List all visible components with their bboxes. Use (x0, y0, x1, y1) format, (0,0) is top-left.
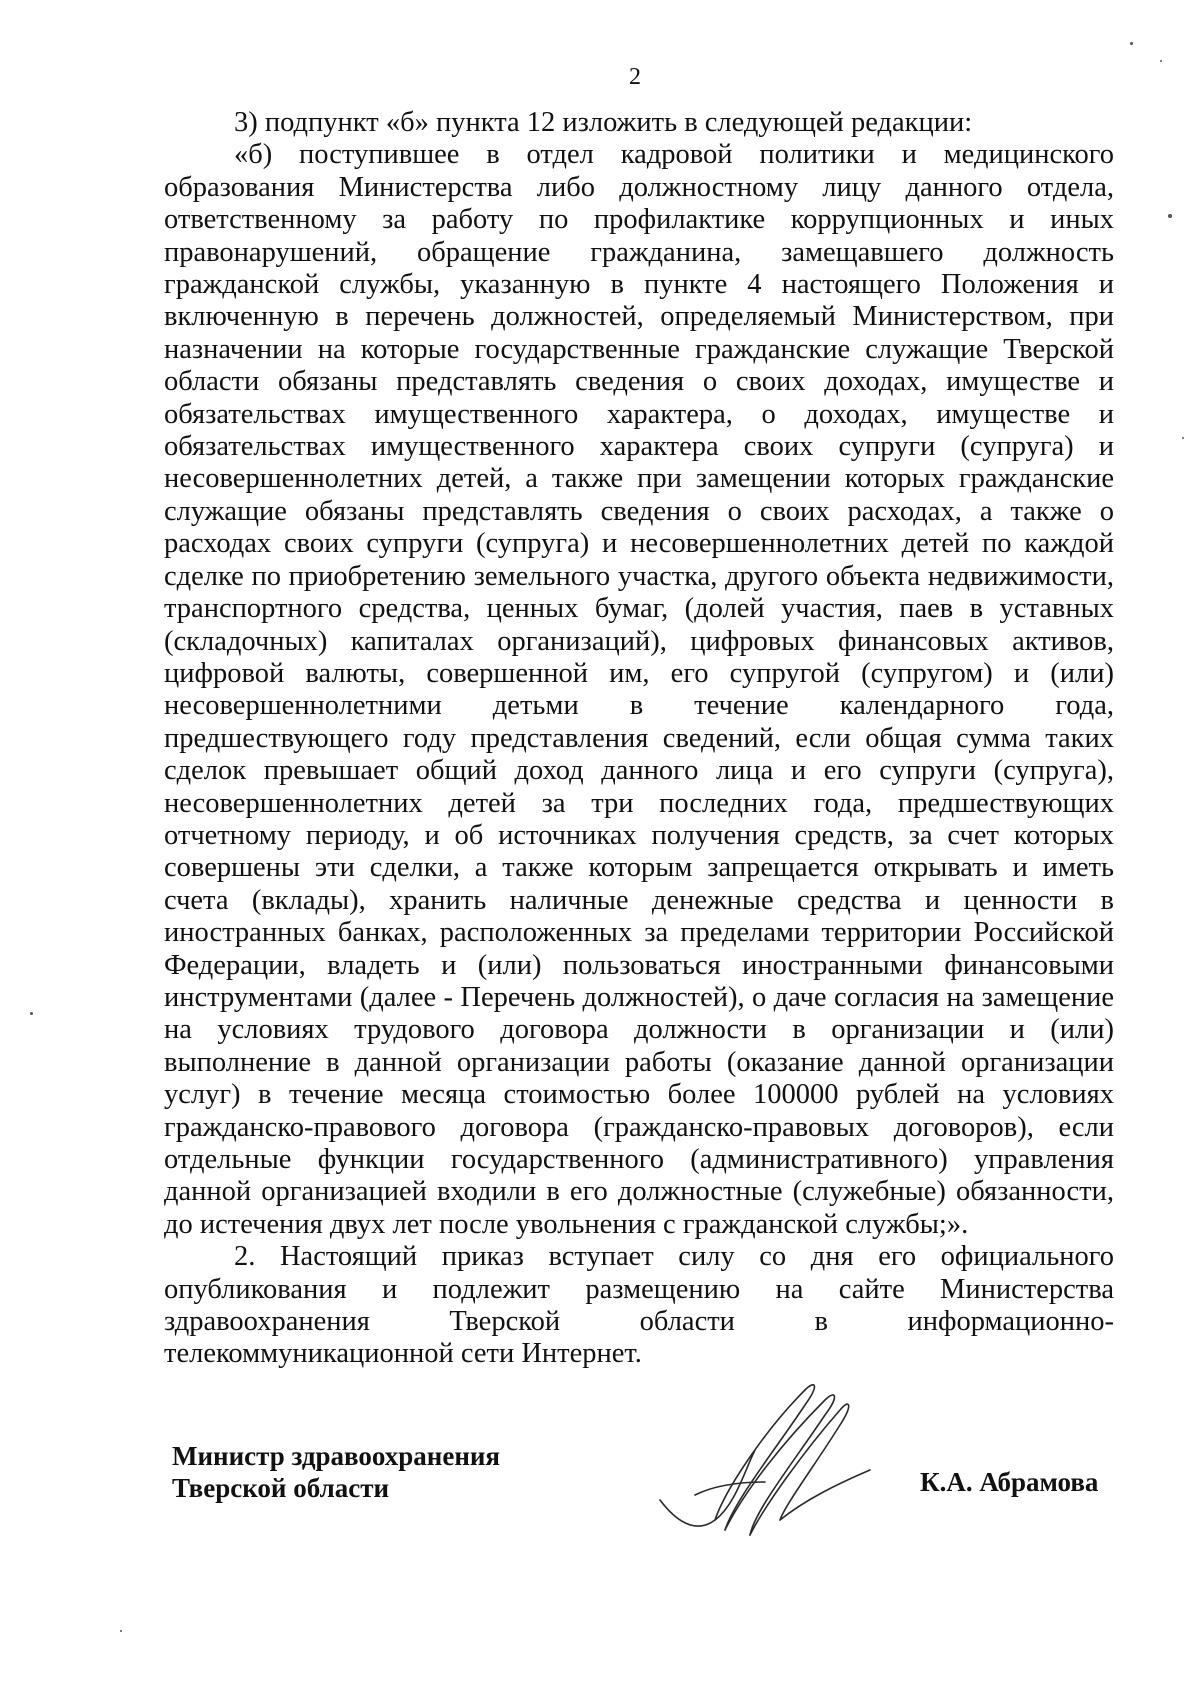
scan-speck (1182, 437, 1184, 439)
signatory-title-line-2: Тверской области (172, 1473, 390, 1503)
scan-speck (1160, 60, 1162, 62)
signatory-title (172, 1440, 500, 1504)
signatory-name: К.А. Абрамова (920, 1467, 1099, 1497)
scan-speck (1168, 214, 1172, 218)
amendment-text: «б) поступившее в отдел кадровой политики и медицинского образования Министерства либо должностному лицу данного отдела, ответственному за работу по профилактике коррупционных и иных правонарушений, обращение гражданина, замещавшего должность гражданской службы, указанную в пункте 4 настоящего Положения и включенную в перечень должностей, определяемый Министерством, при назначении на которые государственные гражданские служащие Тверской области обязаны представлять сведения о своих доходах, имуществе и обязательствах имущественного характера, о доходах, имуществе и обязательствах имущественного характера своих супруги (супруга) и несовершеннолетних детей, а также при замещении которых гражданские служащие обязаны представлять сведения о своих расходах, а также о расходах своих супруги (супруга) и несовершеннолетних детей по каждой сделке по приобретению земельного участка, другого объекта недвижимости, транспортного средства, ценных бумаг, (долей участия, паев в уставных (складочных) капиталах организаций), цифровых финансовых активов, цифровой валюты, совершенной им, его супругой (супругом) и (или) несовершеннолетними детьми в течение календарного года, предшествующего году представления сведений, если общая сумма таких сделок превышает общий доход данного лица и его супруги (супруга), несовершеннолетних детей за три последних года, предшествующих отчетному периоду, и об источниках получения средств, за счет которых совершены эти сделки, а также которым запрещается открывать и иметь счета (вклады), хранить наличные денежные средства и ценности в иностранных банках, расположенных за пределами территории Российской Федерации, владеть и (или) пользоваться иностранными финансовыми инструментами (далее - Перечень должностей), о даче согласия на замещение на условиях трудового договора должности в организации и (или) выполнение в данной организации работы (оказание данной организации услуг) в течение месяца стоимостью более 100000 рублей на условиях гражданско-правового договора (гражданско-правовых договоров), если отдельные функции государственного (административного) управления данной организацией входили в его должностные (служебные) обязанности, до истечения двух лет после увольнения с гражданской службы;». (164, 139, 1114, 1240)
scan-speck (120, 1630, 122, 1632)
document-body (164, 107, 1114, 1371)
page-number: 2 (629, 64, 641, 90)
scan-speck (30, 1012, 33, 1015)
amendment-intro: 3) подпункт «б» пункта 12 изложить в следующей редакции: (234, 107, 973, 138)
scan-speck (1130, 42, 1133, 45)
clause-2: 2. Настоящий приказ вступает силу со дня его официального опубликования и подлежит размещению на сайте Министерства здравоохранения Тверской области в информационно-телекоммуникационной сети Интернет. (164, 1241, 1114, 1370)
handwritten-signature (655, 1370, 895, 1550)
signatory-title-line-1: Министр здравоохранения (172, 1441, 501, 1471)
